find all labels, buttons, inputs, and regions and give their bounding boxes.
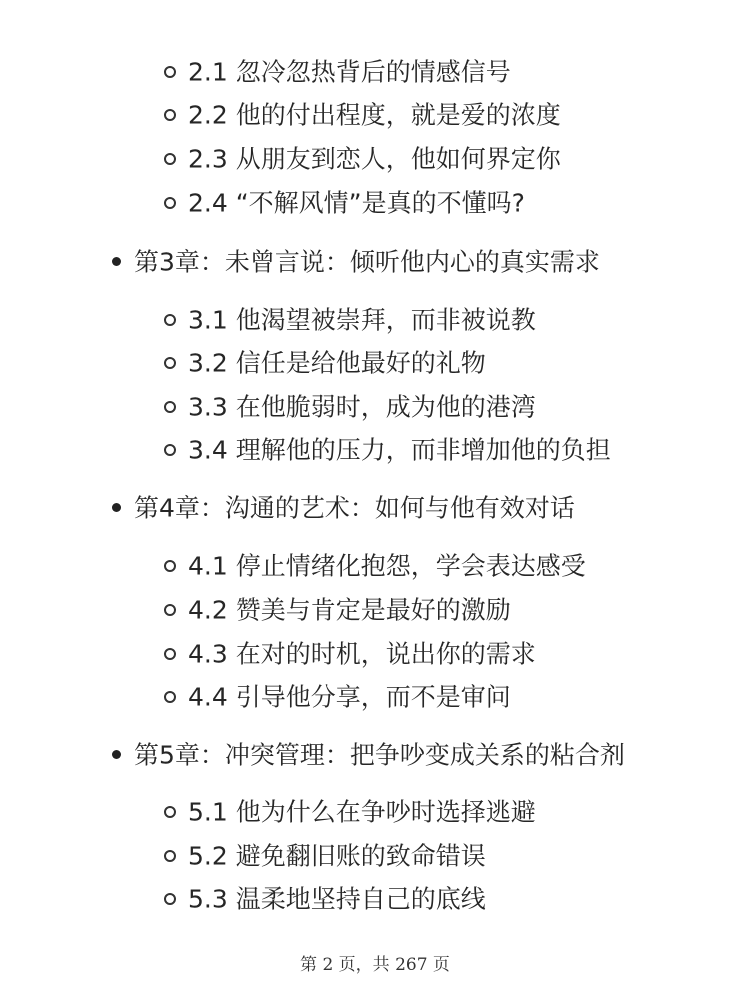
hollow-bullet-icon (164, 153, 176, 165)
hollow-bullet-icon (164, 604, 176, 616)
hollow-bullet-icon (164, 648, 176, 660)
hollow-bullet-icon (164, 850, 176, 862)
section-title: 2.2 他的付出程度，就是爱的浓度 (188, 100, 561, 130)
filled-bullet-icon (112, 750, 121, 759)
hollow-bullet-icon (164, 444, 176, 456)
filled-bullet-icon (112, 257, 121, 266)
hollow-bullet-icon (164, 401, 176, 413)
hollow-bullet-icon (164, 893, 176, 905)
chapter-title: 第3章：未曾言说：倾听他内心的真实需求 (134, 247, 600, 277)
hollow-bullet-icon (164, 691, 176, 703)
section-title: 3.1 他渴望被崇拜，而非被说教 (188, 305, 536, 335)
section-title: 5.3 温柔地坚持自己的底线 (188, 884, 486, 914)
section-title: 2.1 忽冷忽热背后的情感信号 (188, 57, 511, 87)
section-title: 3.2 信任是给他最好的礼物 (188, 348, 486, 378)
section-title: 4.2 赞美与肯定是最好的激励 (188, 595, 511, 625)
page-indicator: 第 2 页，共 267 页 (300, 955, 450, 975)
filled-bullet-icon (112, 503, 121, 512)
hollow-bullet-icon (164, 109, 176, 121)
hollow-bullet-icon (164, 806, 176, 818)
chapter-title: 第4章：沟通的艺术：如何与他有效对话 (134, 493, 575, 523)
section-title: 5.2 避免翻旧账的致命错误 (188, 841, 486, 871)
hollow-bullet-icon (164, 357, 176, 369)
section-title: 4.1 停止情绪化抱怨，学会表达感受 (188, 551, 586, 581)
section-title: 3.4 理解他的压力，而非增加他的负担 (188, 435, 611, 465)
hollow-bullet-icon (164, 314, 176, 326)
section-title: 5.1 他为什么在争吵时选择逃避 (188, 797, 536, 827)
chapter-title: 第5章：冲突管理：把争吵变成关系的粘合剂 (134, 740, 625, 770)
section-title: 2.3 从朋友到恋人，他如何界定你 (188, 144, 561, 174)
section-title: 2.4 “不解风情”是真的不懂吗? (188, 188, 525, 218)
hollow-bullet-icon (164, 197, 176, 209)
section-title: 4.3 在对的时机，说出你的需求 (188, 639, 536, 669)
section-title: 4.4 引导他分享，而不是审问 (188, 682, 511, 712)
hollow-bullet-icon (164, 560, 176, 572)
section-title: 3.3 在他脆弱时，成为他的港湾 (188, 392, 536, 422)
hollow-bullet-icon (164, 66, 176, 78)
